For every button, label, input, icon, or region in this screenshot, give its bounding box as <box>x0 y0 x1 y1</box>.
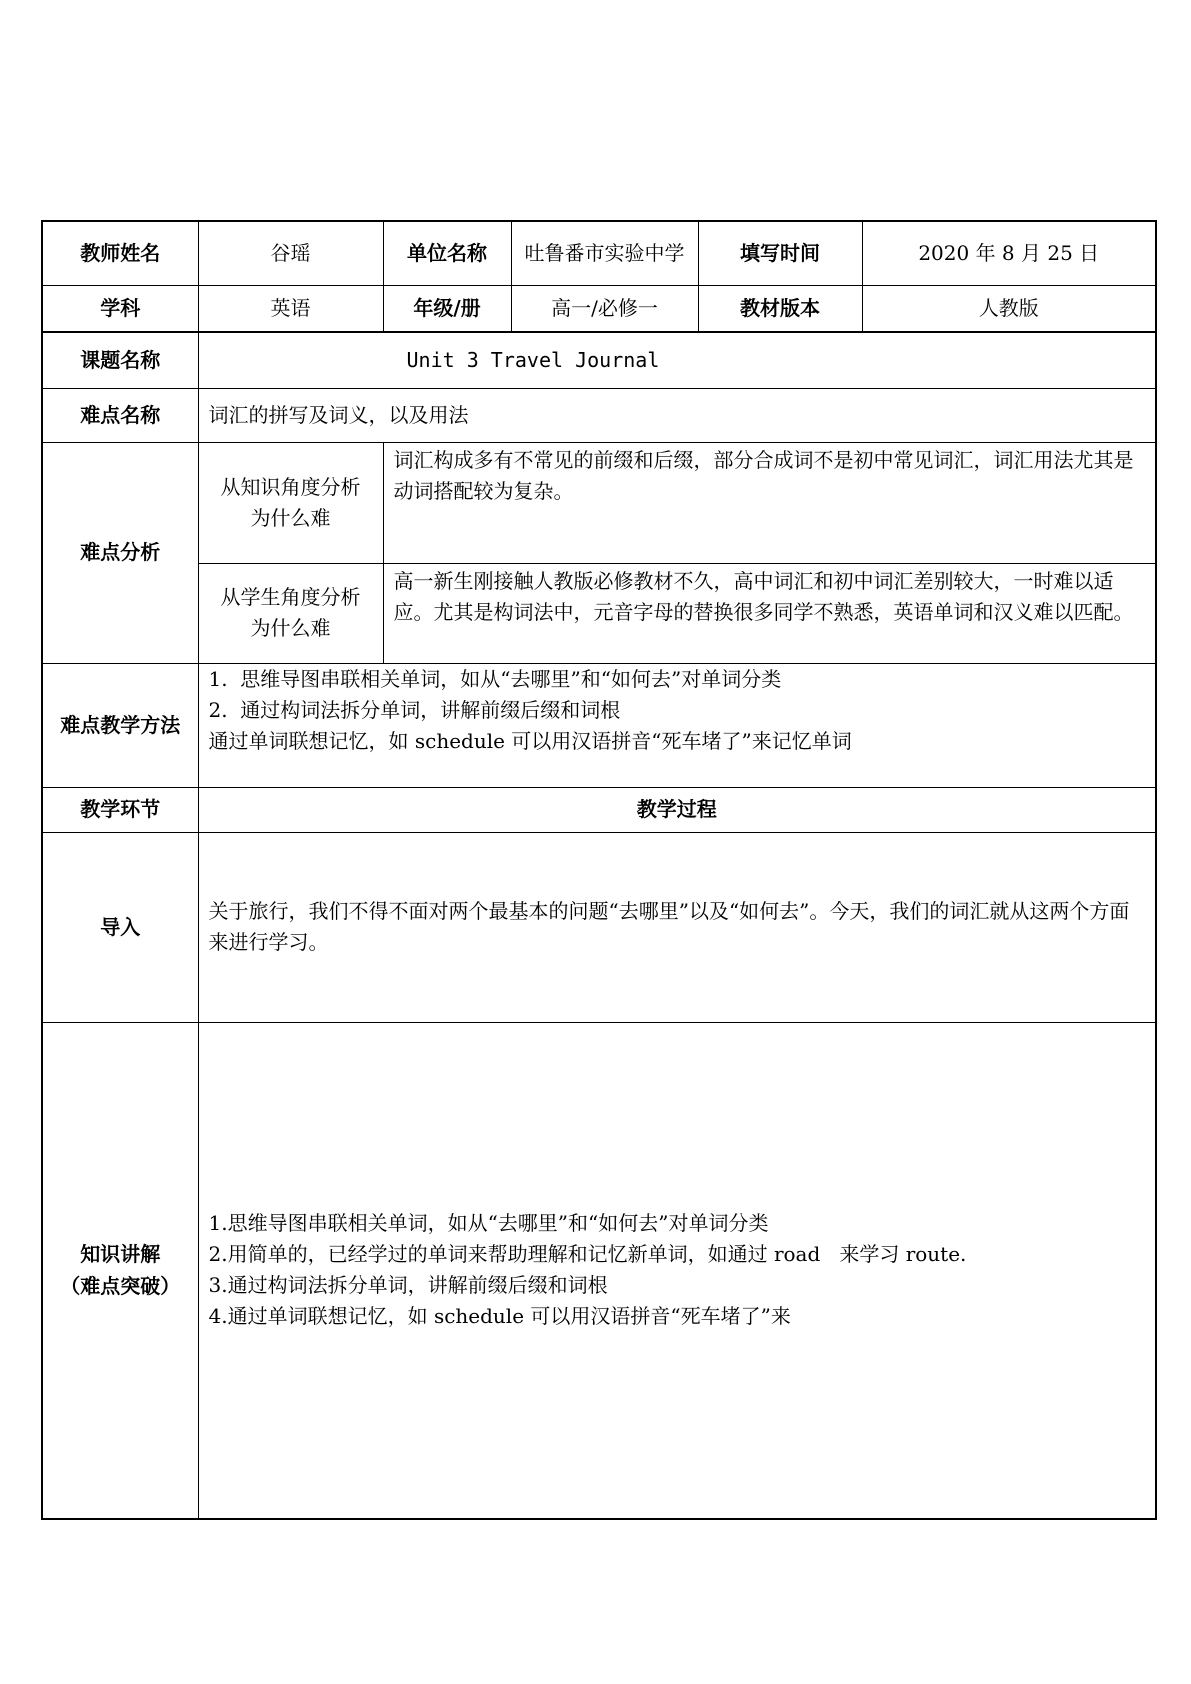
topic-row <box>42 332 1156 388</box>
grade-label: 年级/册 <box>383 285 511 332</box>
knowledge-angle-text: 词汇构成多有不常见的前缀和后缀，部分合成词不是初中常见词汇，词汇用法尤其是动词搭配较为复杂。 <box>383 442 1156 563</box>
intro-label: 导入 <box>42 832 198 1022</box>
teacher-name-label: 教师姓名 <box>42 221 198 285</box>
knowledge-label-line1: 知识讲解 <box>80 1242 161 1267</box>
methods-item: 通过单词联想记忆，如 schedule 可以用汉语拼音“死车堵了”来记忆单词 <box>208 728 852 753</box>
process-header: 教学过程 <box>198 787 1156 832</box>
topic-value: Unit 3 Travel Journal <box>198 332 1156 388</box>
header-row-2 <box>42 285 1156 332</box>
knowledge-label <box>42 1022 198 1519</box>
methods-item: 1. 思维导图串联相关单词，如从“去哪里”和“如何去”对单词分类 <box>208 666 782 691</box>
student-angle-label: 从学生角度分析为什么难 <box>198 563 383 663</box>
knowledge-angle-label: 从知识角度分析为什么难 <box>198 442 383 563</box>
grade-value: 高一/必修一 <box>511 285 698 332</box>
unit-name-label: 单位名称 <box>383 221 511 285</box>
stage-header: 教学环节 <box>42 787 198 832</box>
methods-row <box>42 663 1156 787</box>
knowledge-row <box>42 1022 1156 1519</box>
knowledge-item: 2.用简单的，已经学过的单词来帮助理解和记忆新单词，如通过 road 来学习 route. <box>208 1242 967 1267</box>
methods-item: 2. 通过构词法拆分单词，讲解前缀后缀和词根 <box>208 697 621 722</box>
difficulty-label: 难点名称 <box>42 388 198 442</box>
methods-label: 难点教学方法 <box>42 663 198 787</box>
fill-date-value: 2020 年 8 月 25 日 <box>862 221 1156 285</box>
fill-date-label: 填写时间 <box>698 221 862 285</box>
subject-label: 学科 <box>42 285 198 332</box>
lesson-plan-table <box>41 220 1157 1520</box>
difficulty-row <box>42 388 1156 442</box>
textbook-value: 人教版 <box>862 285 1156 332</box>
topic-label: 课题名称 <box>42 332 198 388</box>
intro-row <box>42 832 1156 1022</box>
analysis-student-row <box>42 563 1156 663</box>
unit-name-value: 吐鲁番市实验中学 <box>511 221 698 285</box>
knowledge-item: 4.通过单词联想记忆，如 schedule 可以用汉语拼音“死车堵了”来 <box>208 1304 791 1329</box>
process-header-row <box>42 787 1156 832</box>
methods-list <box>198 663 1156 787</box>
difficulty-value: 词汇的拼写及词义，以及用法 <box>198 388 1156 442</box>
teacher-name-value: 谷瑶 <box>198 221 383 285</box>
subject-value: 英语 <box>198 285 383 332</box>
header-row-1 <box>42 221 1156 285</box>
knowledge-item: 3.通过构词法拆分单词，讲解前缀后缀和词根 <box>208 1273 608 1298</box>
knowledge-list <box>198 1022 1156 1519</box>
analysis-knowledge-row <box>42 442 1156 563</box>
student-angle-text: 高一新生刚接触人教版必修教材不久，高中词汇和初中词汇差别较大，一时难以适应。尤其是构词法中，元音字母的替换很多同学不熟悉，英语单词和汉义难以匹配。 <box>383 563 1156 663</box>
analysis-label: 难点分析 <box>42 442 198 663</box>
knowledge-label-line2: （难点突破） <box>60 1274 181 1299</box>
intro-text: 关于旅行，我们不得不面对两个最基本的问题“去哪里”以及“如何去”。今天，我们的词汇就从这两个方面来进行学习。 <box>198 832 1156 1022</box>
textbook-label: 教材版本 <box>698 285 862 332</box>
knowledge-item: 1.思维导图串联相关单词，如从“去哪里”和“如何去”对单词分类 <box>208 1211 769 1236</box>
